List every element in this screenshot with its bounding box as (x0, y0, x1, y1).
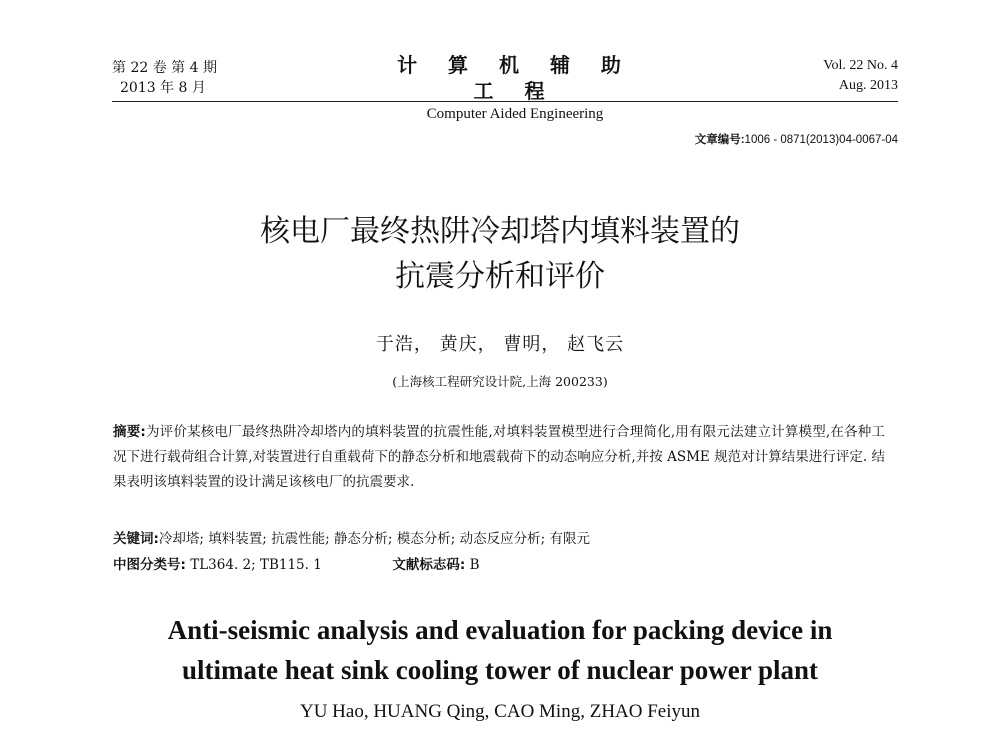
keywords-label: 关键词: (113, 531, 159, 547)
keywords (113, 528, 903, 550)
affiliation-cn: (上海核工程研究设计院,上海 200233) (392, 374, 608, 389)
abstract (113, 420, 885, 495)
header-left (112, 58, 217, 98)
classification-value: TL364. 2; TB115. 1 (190, 557, 322, 573)
article-number-value: 1006 - 0871(2013)04-0067-04 (744, 134, 898, 146)
title-en-line1: Anti-seismic analysis and evaluation for packing device in (167, 615, 833, 645)
paper-title-cn (0, 209, 1000, 299)
journal-name-cn: 计 算 机 辅 助 工 程 (397, 53, 633, 103)
authors-en: YU Hao, HUANG Qing, CAO Ming, ZHAO Feiyun (299, 701, 701, 722)
journal-name-en: Computer Aided Engineering (426, 106, 604, 122)
abstract-text: 为评价某核电厂最终热阱冷却塔内的填料装置的抗震性能,对填料装置模型进行合理简化,用有限元法建立计算模型,在各种工况下进行载荷组合计算,对装置进行自重载荷下的静态分析和地震载荷下的动态响应分析,并按 ASME 规范对计算结果进行评定. 结果表明该填料装置的设计满足该核电厂的抗震要求. (113, 424, 886, 490)
title-cn-line1: 核电厂最终热阱冷却塔内填料装置的 (260, 214, 740, 249)
volume-issue-cn: 第 22 卷 第 4 期 (112, 60, 217, 76)
paper-title-en (0, 610, 1000, 690)
article-number (695, 131, 898, 147)
volume-issue-en: Vol. 22 No. 4 (823, 58, 898, 73)
authors-cn: 于浩， 黄庆， 曹明， 赵飞云 (375, 334, 625, 355)
date-en: Aug. 2013 (838, 78, 898, 93)
classification-label: 中图分类号: (113, 557, 186, 573)
title-cn-line2: 抗震分析和评价 (395, 259, 605, 294)
date-cn: 2013 年 8 月 (120, 80, 206, 96)
abstract-label: 摘要: (113, 424, 146, 440)
document-code-value: B (469, 557, 480, 573)
classification (113, 554, 480, 576)
header-divider (112, 101, 898, 102)
article-number-label: 文章编号: (694, 134, 745, 146)
header-right (823, 56, 898, 96)
journal-header (380, 52, 650, 124)
document-code-label: 文献标志码: (392, 557, 466, 573)
title-en-line2: ultimate heat sink cooling tower of nuclear power plant (182, 655, 818, 685)
keywords-text: 冷却塔; 填料装置; 抗震性能; 静态分析; 模态分析; 动态反应分析; 有限元 (158, 531, 590, 547)
